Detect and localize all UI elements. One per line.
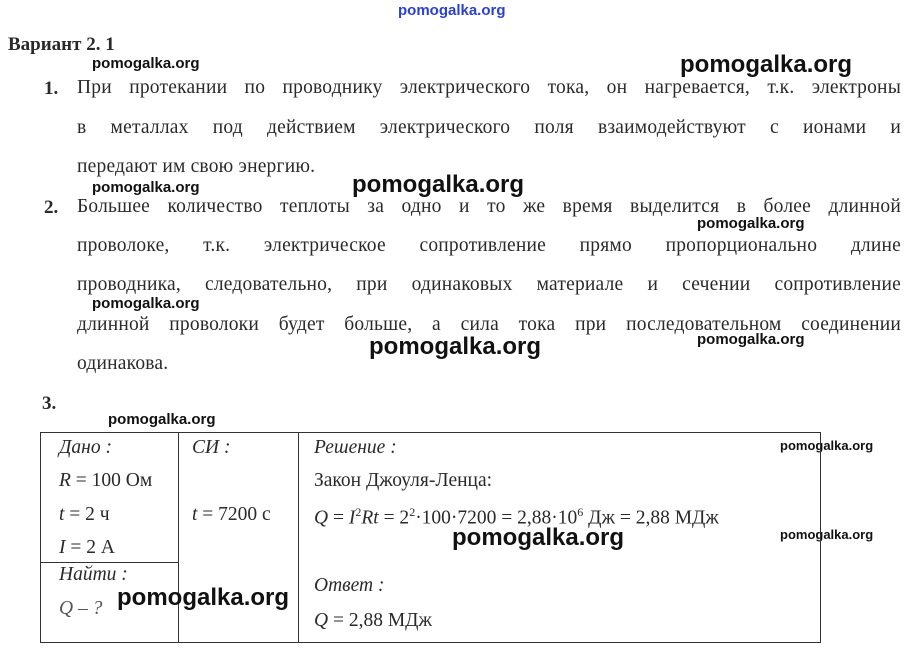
answer-line: проводника, следовательно, при одинаковых материале и сечении сопротивление — [77, 274, 901, 295]
law-name: Закон Джоуля-Ленца: — [314, 470, 493, 491]
answer-number: 1. — [44, 78, 59, 99]
si-time: t = 7200 с — [192, 504, 271, 525]
watermark: pomogalka.org — [780, 527, 874, 542]
watermark: pomogalka.org — [352, 171, 525, 198]
given-time: t = 2 ч — [59, 504, 110, 525]
si-header: СИ : — [192, 437, 231, 458]
answer-number: 2. — [44, 197, 59, 218]
watermark: pomogalka.org — [680, 51, 853, 78]
variant-title: Вариант 2. 1 — [8, 34, 115, 55]
answer-line: передают им свою энергию. — [77, 156, 316, 177]
watermark: pomogalka.org — [117, 584, 290, 611]
answer-line: длинной проволоки будет больше, а сила тока при последовательном соединении — [77, 314, 901, 335]
answer-line: в металлах под действием электрического поля взаимодействуют с ионами и — [77, 117, 901, 138]
answer-header: Ответ : — [314, 575, 385, 596]
watermark: pomogalka.org — [92, 295, 200, 312]
watermark: pomogalka.org — [369, 333, 542, 360]
watermark: pomogalka.org — [697, 331, 805, 348]
watermark-top: pomogalka.org — [398, 2, 506, 19]
answer-value: Q = 2,88 МДж — [314, 610, 432, 631]
find-header: Найти : — [59, 564, 128, 585]
answer-line: одинакова. — [77, 353, 169, 374]
watermark: pomogalka.org — [92, 55, 200, 72]
answer-line: проволоке, т.к. электрическое сопротивление прямо пропорционально длине — [77, 235, 901, 256]
answer-number: 3. — [42, 393, 57, 414]
watermark: pomogalka.org — [92, 179, 200, 196]
joule-lenz-formula: $Q = I^2Rt = 2^2\cdot 100\cdot 7200 = 2,88\cdot 10^6$ Дж = 2,88 МДж — [314, 505, 719, 529]
watermark: pomogalka.org — [780, 438, 874, 453]
watermark: pomogalka.org — [697, 215, 805, 232]
watermark: pomogalka.org — [452, 524, 625, 551]
answer-line: Большее количество теплоты за одно и то же время выделится в более длинной — [77, 196, 901, 217]
solution-header: Решение : — [314, 437, 397, 458]
given-cell — [41, 433, 179, 563]
given-current: I = 2 А — [59, 537, 115, 558]
find-quantity: Q – ? — [59, 598, 103, 619]
answer-line: При протекании по проводнику электрического тока, он нагревается, т.к. электроны — [77, 77, 901, 98]
watermark: pomogalka.org — [108, 411, 216, 428]
given-resistance: R = 100 Ом — [59, 470, 153, 491]
given-header: Дано : — [59, 437, 112, 458]
